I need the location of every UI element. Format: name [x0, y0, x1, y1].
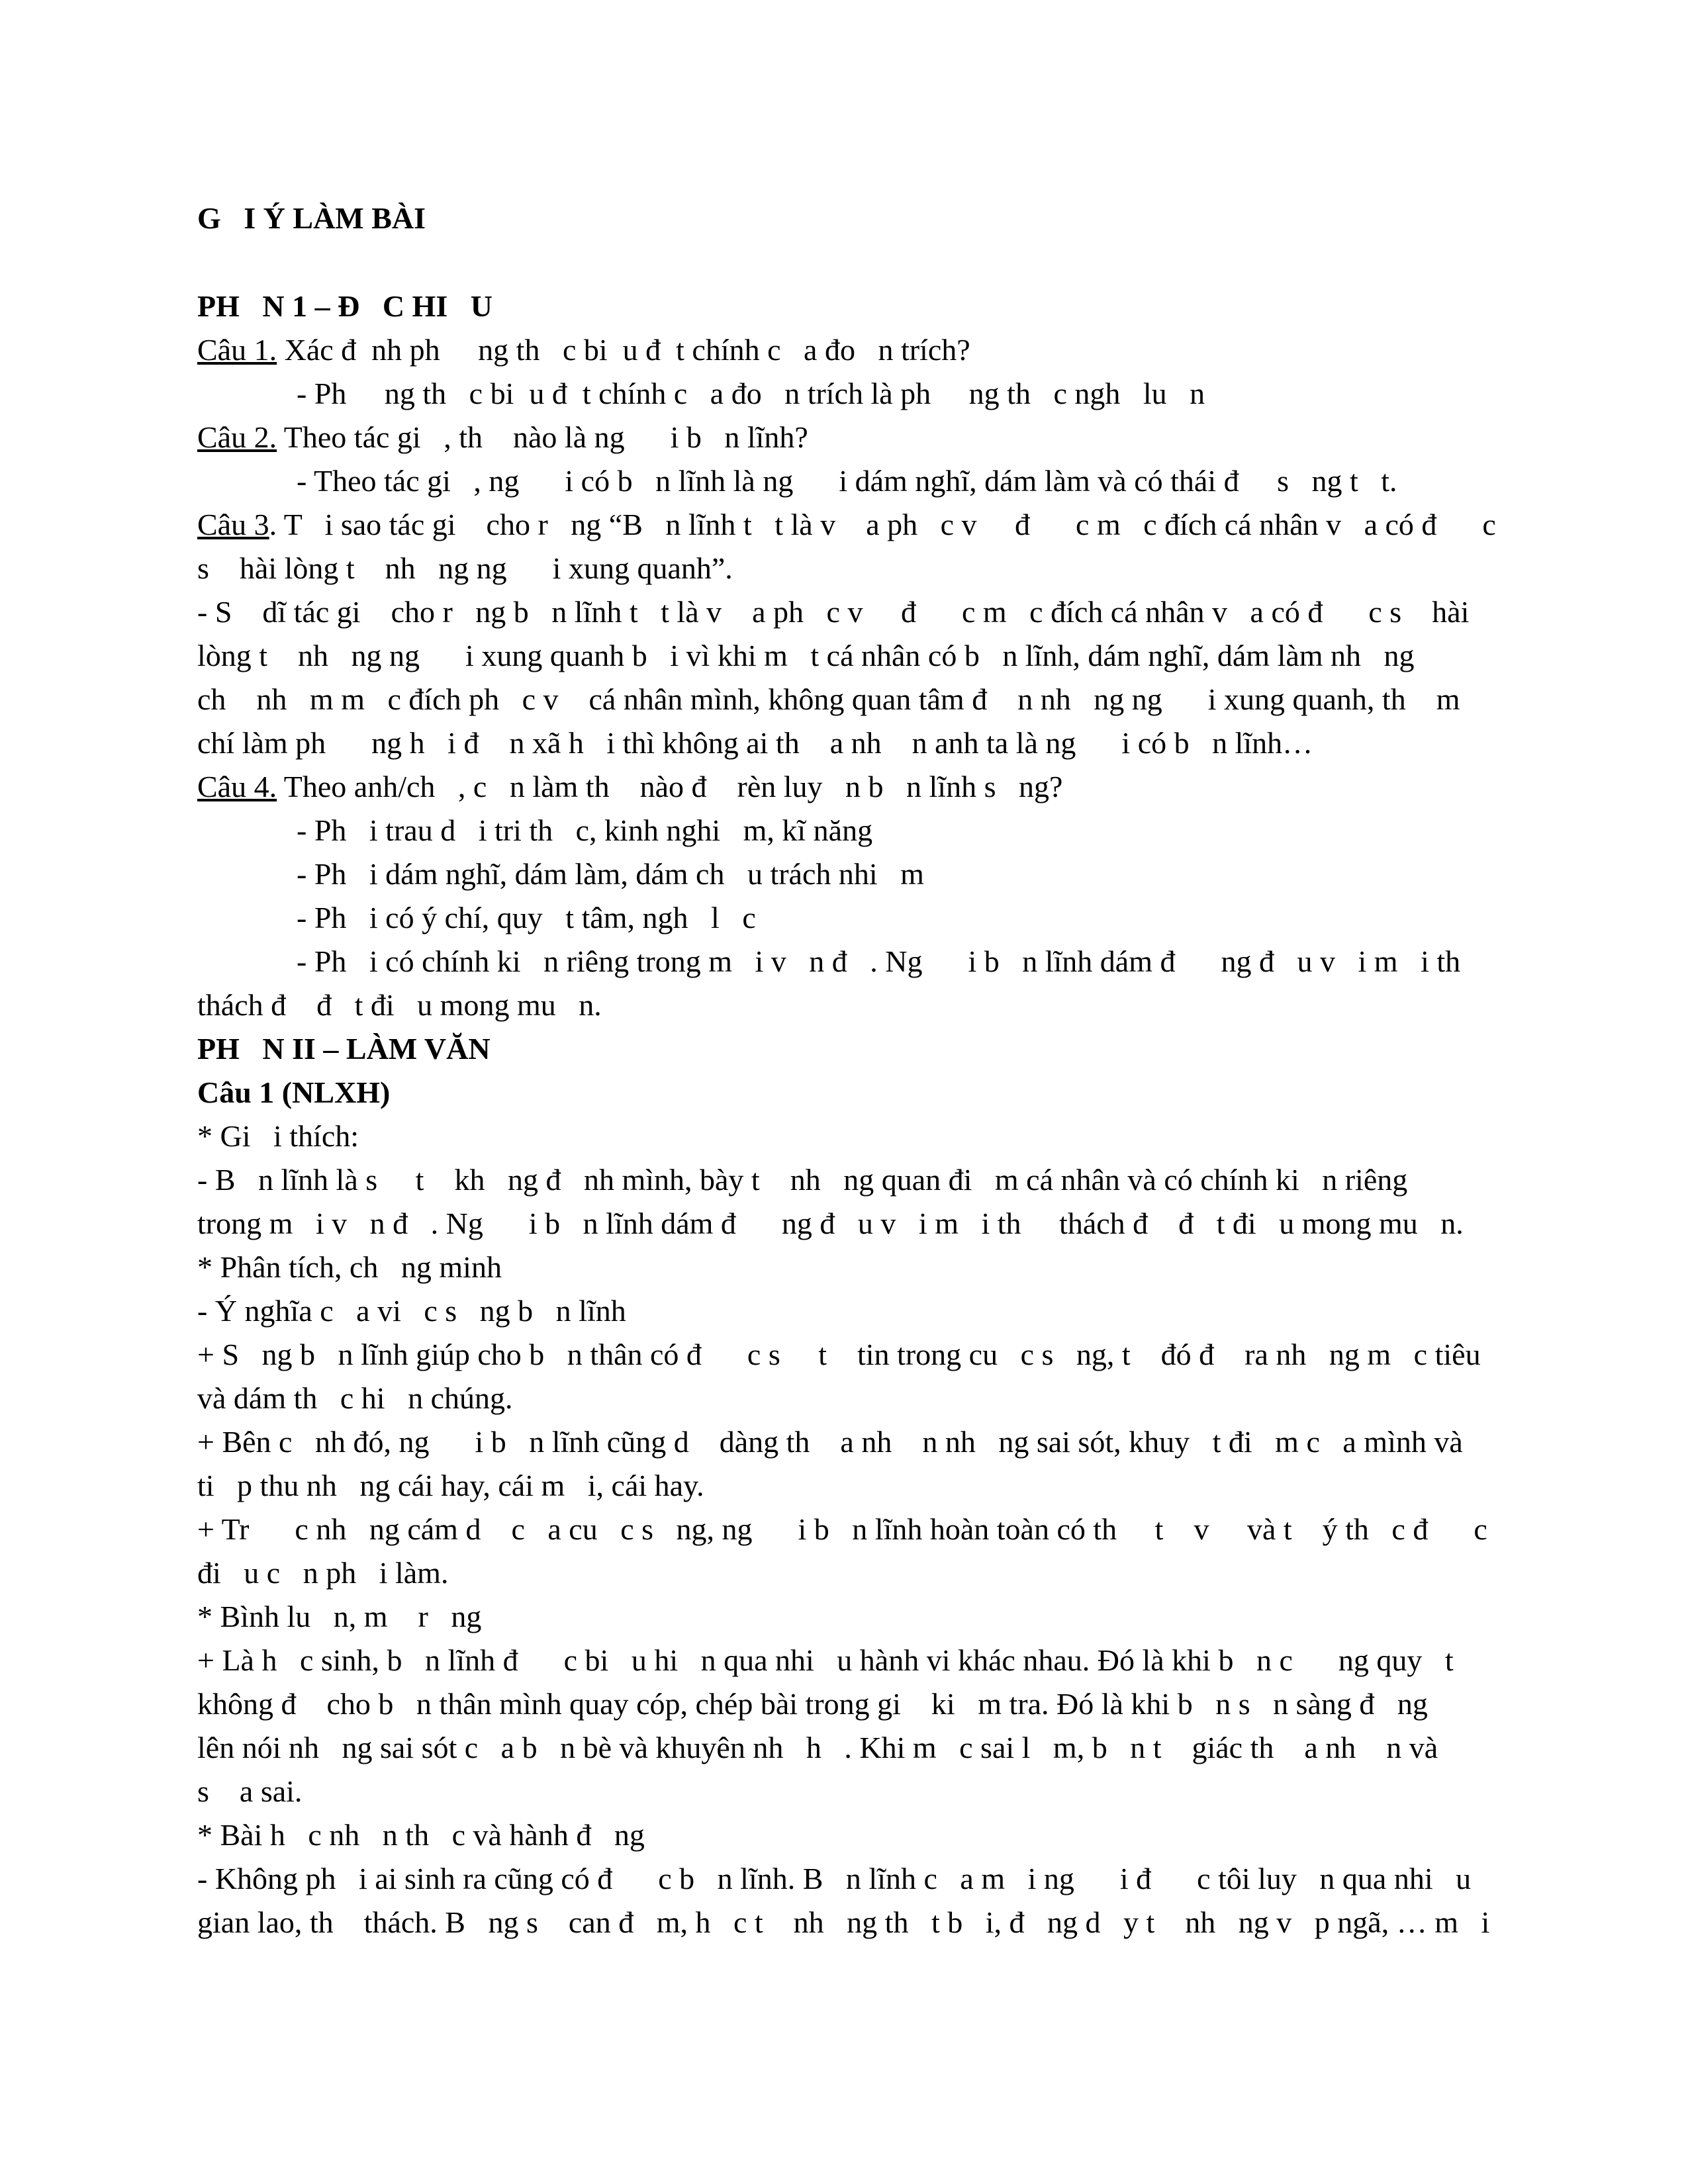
text-line [197, 1289, 1495, 1333]
question-label: Câu 2. [197, 420, 277, 454]
line-text: Câu 1 (NLXH) [197, 1075, 391, 1109]
text-line [197, 1770, 1495, 1813]
line-text: + S ng b n lĩnh giúp cho b n thân có đ c s t tin trong cu c s ng, t đó đ ra nh ng m c tiêu [197, 1338, 1481, 1371]
document-title: G I Ý LÀM BÀI [197, 201, 426, 235]
text-line [197, 1115, 1495, 1158]
line-text: ti p thu nh ng cái hay, cái m i, cái hay. [197, 1469, 704, 1502]
question-label: Câu 1. [197, 333, 277, 367]
line-text: chí làm ph ng h i đ n xã h i thì không ai th a nh n anh ta là ng i có b n lĩnh… [197, 726, 1313, 760]
line-text: - Theo tác gi , ng i có b n lĩnh là ng i dám nghĩ, dám làm và có thái đ s ng t t. [297, 464, 1397, 498]
text-line [197, 852, 1495, 896]
line-text: - Ph ng th c bi u đ t chính c a đo n trích là ph ng th c ngh lu n [297, 377, 1205, 410]
line-text: gian lao, th thách. B ng s can đ m, h c t nh ng th t b i, đ ng d y t nh ng v p ngã, … m i [197, 1905, 1490, 1939]
text-line [197, 1158, 1495, 1202]
line-text: + Tr c nh ng cám d c a cu c s ng, ng i b n lĩnh hoàn toàn có th t v và t ý th c đ c [197, 1512, 1487, 1546]
text-line [197, 1726, 1495, 1770]
text-line [197, 983, 1495, 1027]
line-text: s a sai. [197, 1774, 303, 1808]
text-line [197, 765, 1495, 809]
line-text: PH N II – LÀM VĂN [197, 1032, 491, 1066]
text-line [197, 1071, 1495, 1115]
text-line [197, 896, 1495, 940]
text-line [197, 1639, 1495, 1682]
question-label: Câu 3 [197, 508, 269, 541]
line-text: s hài lòng t nh ng ng i xung quanh”. [197, 551, 733, 585]
text-line [197, 372, 1495, 416]
line-text: - Ph i có chính ki n riêng trong m i v n đ . Ng i b n lĩnh dám đ ng đ u v i m i th [297, 944, 1461, 978]
line-text: - Ph i có ý chí, quy t tâm, ngh l c [297, 901, 756, 934]
text-line [197, 1901, 1495, 1944]
line-text: Theo anh/ch , c n làm th nào đ rèn luy n b n lĩnh s ng? [277, 770, 1063, 803]
line-text: * Gi i thích: [197, 1119, 359, 1153]
line-text: Xác đ nh ph ng th c bi u đ t chính c a đo n trích? [277, 333, 970, 367]
line-text: + Là h c sinh, b n lĩnh đ c bi u hi n qua nhi u hành vi khác nhau. Đó là khi b n c ng quy t [197, 1643, 1454, 1677]
text-line [197, 1595, 1495, 1639]
line-text: đi u c n ph i làm. [197, 1556, 449, 1590]
text-line [197, 940, 1495, 983]
text-line [197, 721, 1495, 765]
text-line [197, 1246, 1495, 1289]
text-line [197, 634, 1495, 678]
line-text: - Ph i dám nghĩ, dám làm, dám ch u trách nhi m [297, 857, 924, 891]
text-line [197, 328, 1495, 372]
line-text: - Không ph i ai sinh ra cũng có đ c b n lĩnh. B n lĩnh c a m i ng i đ c tôi luy n qua nhi u [197, 1862, 1472, 1895]
text-line [197, 1377, 1495, 1420]
text-line [197, 1813, 1495, 1857]
text-line [197, 547, 1495, 590]
text-line [197, 1027, 1495, 1071]
line-text: - B n lĩnh là s t kh ng đ nh mình, bày t nh ng quan đi m cá nhân và có chính ki n riêng [197, 1163, 1408, 1197]
text-line [197, 1857, 1495, 1901]
line-text: lòng t nh ng ng i xung quanh b i vì khi m t cá nhân có b n lĩnh, dám nghĩ, dám làm nh ng [197, 639, 1415, 672]
text-line [197, 809, 1495, 852]
line-text: - Ph i trau d i tri th c, kinh nghi m, kĩ năng [297, 813, 873, 847]
text-line [197, 503, 1495, 547]
line-text: Theo tác gi , th nào là ng i b n lĩnh? [277, 420, 808, 454]
line-text: + Bên c nh đó, ng i b n lĩnh cũng d dàng th a nh n nh ng sai sót, khuy t đi m c a mình và [197, 1425, 1463, 1459]
text-line [197, 285, 1495, 328]
document-body [197, 285, 1495, 1944]
line-text: thách đ đ t đi u mong mu n. [197, 988, 602, 1022]
line-text: . T i sao tác gi cho r ng “B n lĩnh t t là v a ph c v đ c m c đích cá nhân v a có đ c [269, 508, 1496, 541]
line-text: - Ý nghĩa c a vi c s ng b n lĩnh [197, 1294, 626, 1328]
line-text: lên nói nh ng sai sót c a b n bè và khuyên nh h . Khi m c sai l m, b n t giác th a nh n và [197, 1731, 1438, 1764]
text-line [197, 1508, 1495, 1551]
text-line [197, 1464, 1495, 1508]
line-text: - S dĩ tác gi cho r ng b n lĩnh t t là v a ph c v đ c m c đích cá nhân v a có đ c s hài [197, 595, 1470, 629]
line-text: * Phân tích, ch ng minh [197, 1250, 502, 1284]
line-text: không đ cho b n thân mình quay cóp, chép bài trong gi ki m tra. Đó là khi b n s n sàng đ ng [197, 1687, 1428, 1721]
text-line [197, 1202, 1495, 1246]
text-line [197, 1682, 1495, 1726]
line-text: và dám th c hi n chúng. [197, 1381, 513, 1415]
text-line [197, 1420, 1495, 1464]
text-line [197, 1333, 1495, 1377]
line-text: PH N 1 – Đ C HI U [197, 289, 492, 323]
question-label: Câu 4. [197, 770, 277, 803]
line-text: ch nh m m c đích ph c v cá nhân mình, không quan tâm đ n nh ng ng i xung quanh, th m [197, 682, 1460, 716]
text-line [197, 1551, 1495, 1595]
line-text: * Bài h c nh n th c và hành đ ng [197, 1818, 645, 1852]
text-line [197, 416, 1495, 459]
text-line [197, 590, 1495, 634]
text-line [197, 678, 1495, 721]
line-text: * Bình lu n, m r ng [197, 1600, 482, 1633]
text-line [197, 459, 1495, 503]
line-text: trong m i v n đ . Ng i b n lĩnh dám đ ng đ u v i m i th thách đ đ t đi u mong mu n. [197, 1206, 1464, 1240]
